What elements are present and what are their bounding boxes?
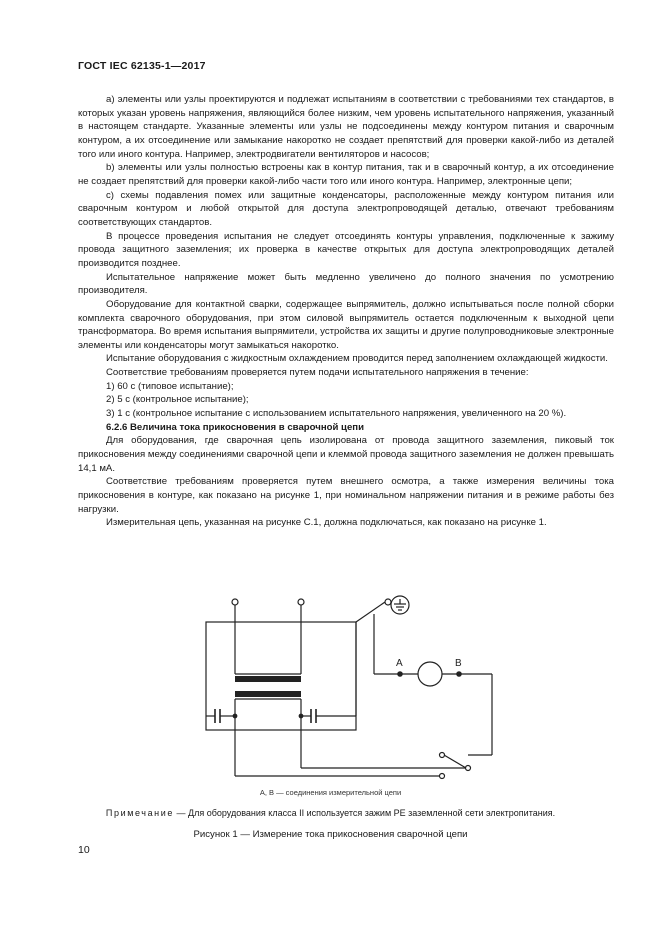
paragraph: Испытательное напряжение может быть медленно увеличено до полного значения по усмотрению производителя. [78,271,614,297]
page-number: 10 [78,844,90,856]
document-header: ГОСТ IEC 62135-1—2017 [78,60,206,72]
note-label: Примечание [105,808,174,818]
terminal-1-icon [232,599,238,605]
paragraph: Для оборудования, где сварочная цепь изолирована от провода защитного заземления, пиковый ток прикосновения между соединениями сварочной цепи и клеммой провода защитного заземления не должен превышать 14,1 мА. [78,435,614,474]
paragraph: Соответствие требованиям проверяется путем подачи испытательного напряжения в течение: [106,367,529,379]
list-item: 3) 1 с (контрольное испытание с использованием испытательного напряжения, увеличенного на 20 %). [106,408,567,420]
paragraph: Оборудование для контактной сварки, содержащее выпрямитель, должно испытываться после полной сборки комплекта сварочного оборудования, при этом силовой выпрямитель остается подключенным к выходной цепи трансформатора. Во время испытания выпрямители, устройства их защиты и другие полупроводниковые электронные элементы или конденсаторы могут замыкаться накоротко. [78,298,614,351]
transformer-core-icon [235,676,301,682]
section-heading: 6.2.6 Величина тока прикосновения в сварочной цепи [106,421,364,433]
figure-legend: A, B — соединения измерительной цепи [259,788,402,797]
earth-symbol-icon [391,596,409,614]
figure-note [0,808,661,818]
switch-blade-icon [444,755,466,768]
list-item: 2) 5 с (контрольное испытание); [106,394,249,406]
item-c: c) схемы подавления помех или защитные конденсаторы, расположенные между контуром питания или сварочным контуром и любой открытой для доступа электропроводящей деталью, отвечают требованиям соответствующих стандартов. [78,189,614,228]
terminal-pe-icon [385,599,391,605]
paragraph: Соответствие требованиям проверяется путем внешнего осмотра, а также измерения величины тока прикосновения в контуре, как показано на рисунке 1, при номинальном напряжении питания и в режиме работы без нагрузки. [78,476,614,515]
circuit-diagram [180,590,510,790]
item-a: a) элементы или узлы проектируются и подлежат испытаниям в соответствии с требованиями тех стандартов, в которых указан уровень напряжения, являющийся более низким, чем уровень испытательного напряжения, указанный в настоящем стандарте. Указанные элементы или узлы не подсоединены между контуром питания и сварочным контуром, а их отсоединение или замыкание накоротко не создает препятствий для проверки какой-либо из деталей того или иного контура. Например, электродвигатели вентиляторов и насосов; [78,94,614,160]
paragraph: В процессе проведения испытания не следует отсоединять контуры управления, подключенные к зажиму провода защитного заземления; их проверка в качестве открытых для доступа электропроводящих деталей производится позднее. [78,230,614,269]
list-item: 1) 60 с (типовое испытание); [106,380,234,392]
paragraph: Измерительная цепь, указанная на рисунке С.1, должна подключаться, как показано на рисунке 1. [106,517,547,529]
note-text: — Для оборудования класса II используется зажим РЕ заземленной сети электропитания. [173,808,556,818]
terminal-2-icon [298,599,304,605]
item-b: b) элементы или узлы полностью встроены как в контур питания, так и в сварочный контур, а их отсоединение не создает препятствий для проверки какой-либо части того или иного контура. Например, электронные цепи; [78,162,614,187]
label-a: A [396,658,403,669]
label-b: B [455,658,462,669]
switch-contact-icon [440,753,445,758]
paragraph: Испытание оборудования с жидкостным охлаждением проводится перед заполнением охлаждающей жидкости. [106,353,608,365]
body-text [78,93,614,530]
meter-icon [418,662,442,686]
figure-caption: Рисунок 1 — Измерение тока прикосновения сварочной цепи [193,829,468,840]
